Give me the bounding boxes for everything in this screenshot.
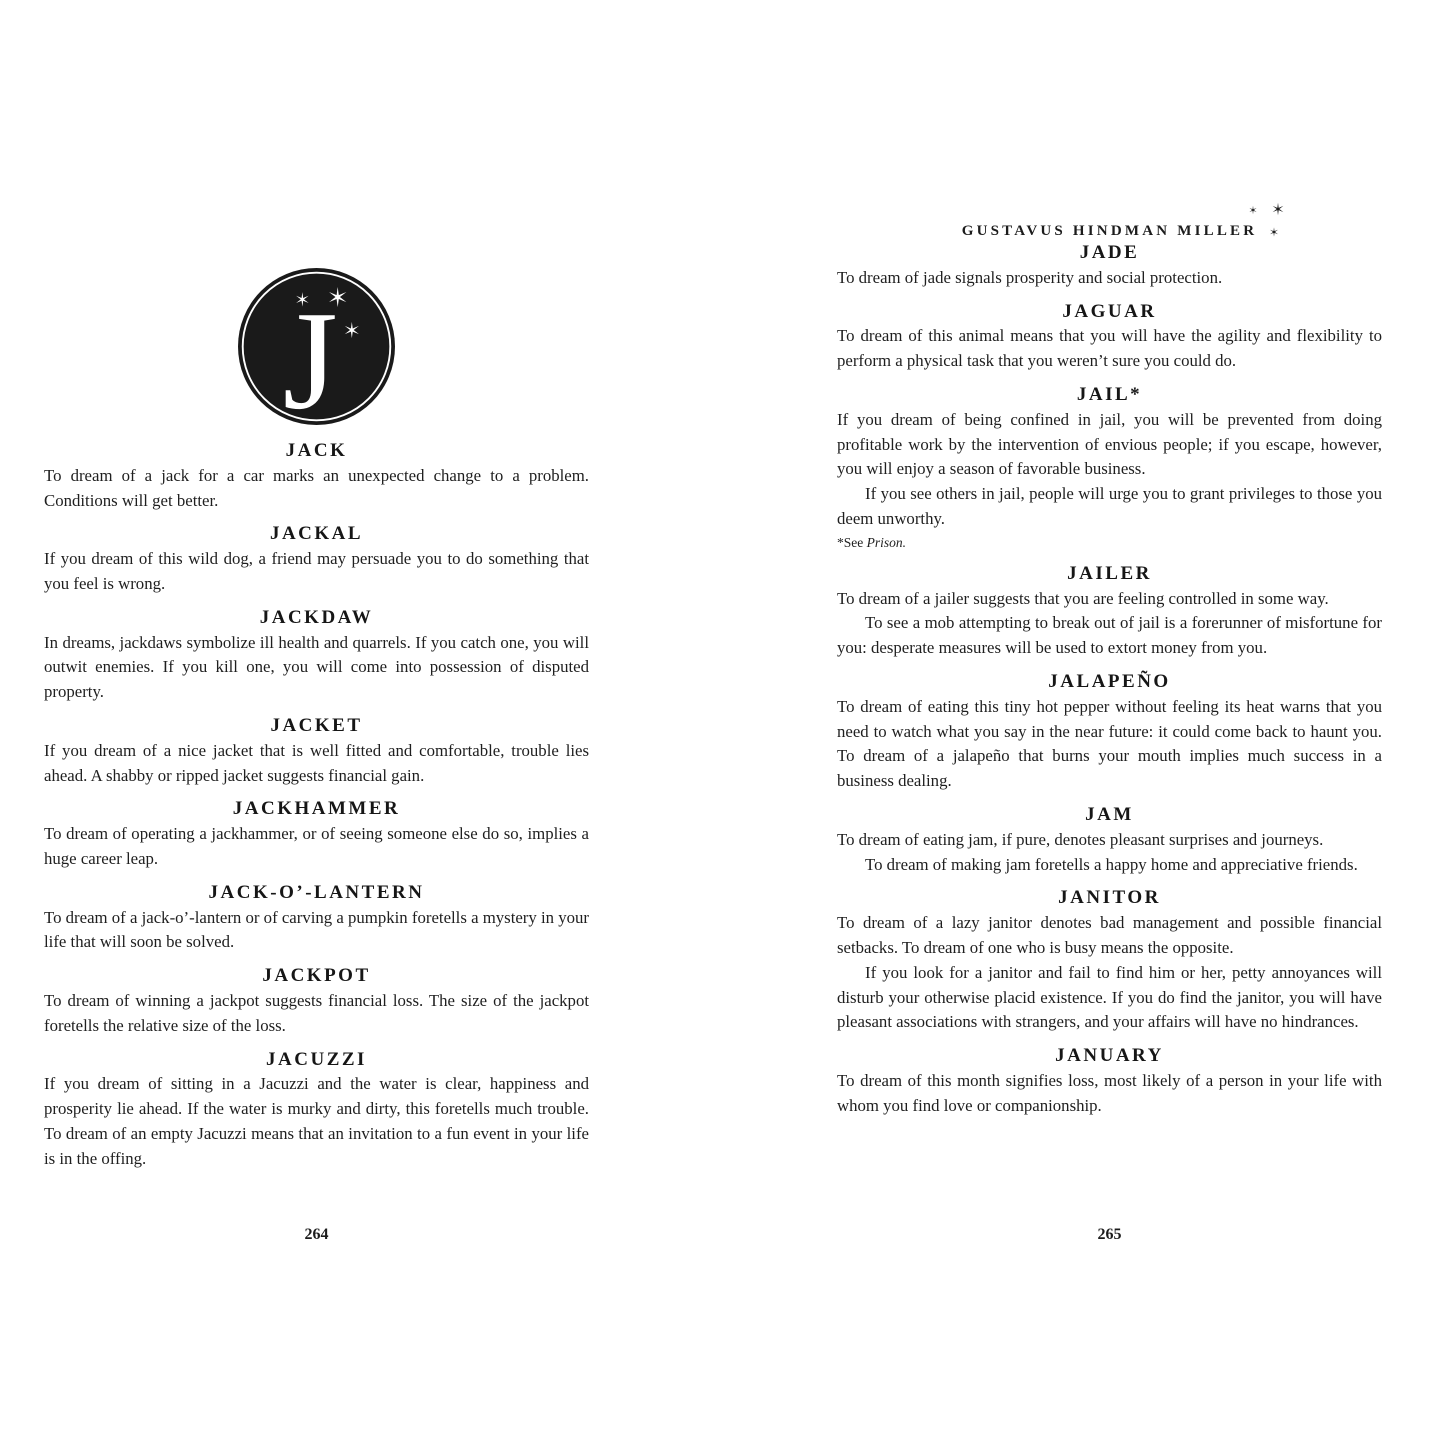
entry-jacket	[44, 714, 589, 788]
entry-paragraph: To dream of operating a jackhammer, or of seeing someone else do so, implies a huge career leap.	[44, 824, 589, 868]
section-letter: J	[282, 281, 338, 425]
entry-jackpot	[44, 964, 589, 1038]
entry-heading: JANUARY	[1055, 1045, 1164, 1067]
entry-heading: JAGUAR	[1062, 300, 1157, 322]
entry-heading: JACUZZI	[266, 1048, 367, 1070]
entry-paragraph: To dream of this animal means that you will have the agility and flexibility to perform a physical task that you weren’t sure you could do.	[837, 326, 1382, 371]
entry-paragraph: To dream of eating jam, if pure, denotes pleasant surprises and journeys.	[837, 829, 1324, 849]
entry-jackal	[44, 522, 589, 596]
header-stars-icon	[1237, 195, 1307, 243]
entry-paragraph: To dream of this month signifies loss, most likely of a person in your life with whom you find love or companionship.	[837, 1070, 1382, 1115]
entry-paragraph: To dream of winning a jackpot suggests financial loss. The size of the jackpot foretells the relative size of the loss.	[44, 990, 589, 1035]
entry-heading: JACKAL	[269, 523, 364, 545]
entry-paragraph: To dream of a jack-o’-lantern or of carving a pumpkin foretells a mystery in your life that will soon be solved.	[44, 907, 589, 952]
entry-jackhammer	[44, 797, 589, 871]
right-page	[837, 221, 1382, 1128]
entry-jack	[44, 439, 589, 513]
entry-jail	[837, 383, 1382, 553]
entry-paragraph: If you look for a janitor and fail to find him or her, petty annoyances will disturb your otherwise placid existence. If you do find the janitor, you will have pleasant associations with strangers, and your affairs will have no hindrances.	[837, 962, 1382, 1032]
entry-january	[837, 1044, 1382, 1118]
entry-paragraph: To dream of a jack for a car marks an unexpected change to a problem. Conditions will get better.	[44, 465, 589, 510]
entry-paragraph: If you dream of being confined in jail, you will be prevented from doing profitable work by the intervention of envious people; if you escape, however, you will enjoy a season of favorable business.	[837, 409, 1382, 479]
left-page	[44, 268, 589, 1181]
section-letter-badge	[238, 268, 395, 425]
entry-heading: JACKDAW	[259, 606, 374, 628]
footnote-reference: Prison.	[866, 534, 907, 550]
entry-footnote	[837, 532, 1382, 553]
entry-jaguar	[837, 300, 1382, 374]
entry-jade	[837, 241, 1382, 291]
entry-heading: JAIL*	[1076, 383, 1143, 405]
entry-heading: JADE	[1079, 242, 1140, 263]
star-icon	[1270, 227, 1278, 236]
entry-jam	[837, 803, 1382, 877]
entry-jackdaw	[44, 606, 589, 705]
entry-paragraph: If you dream of sitting in a Jacuzzi and the water is clear, happiness and prosperity lie ahead. If the water is murky and dirty, this foretells much trouble. To dream of an empty Jacuzzi means that an invitation to a fun event in your life is in the offing.	[44, 1074, 589, 1168]
entry-paragraph: To dream of jade signals prosperity and social protection.	[837, 267, 1223, 287]
entry-paragraph: If you dream of a nice jacket that is well fitted and comfortable, trouble lies ahead. A shabby or ripped jacket suggests financial gain.	[44, 740, 589, 785]
page-number-right: 265	[1097, 1226, 1122, 1243]
entry-paragraph: In dreams, jackdaws symbolize ill health and quarrels. If you catch one, you will outwit enemies. If you kill one, you will come into possession of disputed property.	[44, 632, 589, 702]
entry-heading: JAM	[1085, 803, 1134, 825]
entry-jalapeno	[837, 670, 1382, 794]
entry-heading: JACK	[285, 440, 348, 461]
entry-jailer	[837, 562, 1382, 661]
entry-paragraph: To dream of eating this tiny hot pepper without feeling its heat warns that you need to watch what you say in the near future: it could come back to haunt you. To dream of a jalapeño that burns your mouth implies much success in a business dealing.	[837, 696, 1382, 791]
running-header-text: GUSTAVUS HINDMAN MILLER	[961, 223, 1258, 239]
entry-paragraph: To dream of making jam foretells a happy home and appreciative friends.	[865, 854, 1358, 874]
letter-j-badge-icon	[238, 268, 395, 425]
running-header	[837, 221, 1382, 241]
entry-paragraph: If you see others in jail, people will urge you to grant privileges to those you deem unworthy.	[837, 484, 1382, 528]
entry-jacuzzi	[44, 1048, 589, 1172]
entry-heading: JAILER	[1067, 562, 1152, 584]
entry-heading: JACKHAMMER	[232, 798, 401, 820]
entry-heading: JACKPOT	[262, 965, 371, 987]
entry-paragraph: If you dream of this wild dog, a friend may persuade you to do something that you feel is wrong.	[44, 549, 589, 593]
entry-paragraph: To dream of a lazy janitor denotes bad management and possible financial setbacks. To dream of one who is busy means the opposite.	[837, 913, 1382, 957]
star-icon	[1273, 203, 1284, 215]
footnote-marker-text: *See	[837, 534, 867, 550]
star-icon	[1249, 206, 1256, 214]
entry-janitor	[837, 886, 1382, 1035]
entry-heading: JACK-O’-LANTERN	[208, 881, 425, 903]
entry-heading: JACKET	[270, 714, 363, 736]
entry-heading: JANITOR	[1058, 887, 1161, 909]
page-number-left: 264	[304, 1226, 329, 1243]
entry-paragraph: To see a mob attempting to break out of jail is a forerunner of misfortune for you: desperate measures will be used to extort money from you.	[837, 613, 1382, 658]
entry-paragraph: To dream of a jailer suggests that you are feeling controlled in some way.	[837, 588, 1329, 608]
entry-heading: JALAPEÑO	[1048, 670, 1171, 692]
entry-jack-o-lantern	[44, 881, 589, 955]
